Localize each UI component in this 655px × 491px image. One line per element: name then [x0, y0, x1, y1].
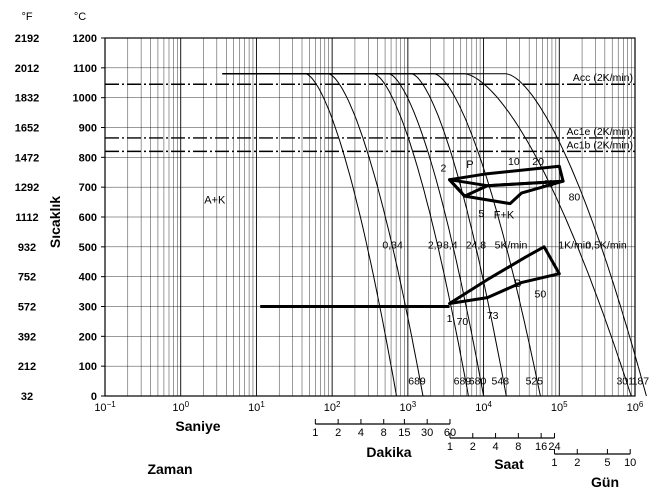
y-tick-fahrenheit: 1112 — [15, 212, 39, 224]
cooling-rate-label: 5K/min — [494, 239, 528, 252]
hardness-label: 680 — [468, 375, 487, 388]
y-tick-celsius: 1200 — [72, 33, 97, 45]
minutes-label: Dakika — [366, 444, 412, 460]
minutes-tick-label: 4 — [357, 427, 364, 439]
minutes-tick-label: 15 — [398, 427, 411, 439]
x-tick-exponent: 0 — [184, 400, 190, 409]
cooling-rate-label: 24,8 — [465, 239, 487, 252]
days-tick-label: 10 — [624, 457, 637, 469]
x-tick-exponent: 3 — [411, 400, 417, 409]
x-tick-exponent: 1 — [260, 400, 265, 409]
days-label: Gün — [591, 474, 619, 490]
y-tick-celsius: 900 — [78, 122, 97, 135]
minutes-tick-label: 60 — [443, 427, 457, 439]
hardness-label: 301 — [616, 375, 634, 388]
x-tick-exponent: 6 — [638, 400, 644, 409]
cooling-rate-label: 2,9 — [427, 239, 443, 252]
hours-tick-label: 8 — [515, 441, 522, 453]
reference-line-label: Ac1b (2K/min) — [566, 139, 633, 152]
x-tick-exponent: 2 — [336, 400, 341, 409]
cooling-rate-label: 8,4 — [442, 239, 458, 252]
cooling-rate-label: 1K/min — [558, 239, 591, 252]
reference-line-label: Acc (2K/min) — [572, 72, 633, 85]
x-tick-seconds: $10^3$ — [399, 400, 417, 414]
x-tick-exponent: 4 — [487, 400, 492, 409]
y-tick-fahrenheit: 1472 — [14, 152, 40, 165]
y-axis-title: Sıcaklık — [47, 195, 63, 249]
days-tick-label: 2 — [574, 457, 581, 469]
hours-tick-label: 24 — [548, 441, 561, 453]
cooling-curve — [222, 74, 646, 396]
transformation-percent-label: 20 — [532, 155, 544, 168]
hardness-label: 548 — [491, 375, 510, 388]
hours-tick-label: 4 — [492, 441, 499, 453]
y-tick-fahrenheit: 2012 — [14, 62, 40, 75]
cooling-curve — [222, 74, 468, 396]
y-tick-fahrenheit: 932 — [17, 241, 37, 254]
x-tick-seconds: $10^1$ — [248, 400, 265, 414]
seconds-label: Saniye — [175, 418, 221, 434]
cooling-rate-label: 0,5K/min — [585, 239, 627, 252]
x-axis-title: Zaman — [147, 461, 193, 477]
transformation-percent-label: 5 — [478, 208, 485, 220]
hardness-label: 525 — [525, 375, 544, 388]
y-tick-celsius: 1000 — [72, 92, 97, 105]
x-tick-seconds: $10^6$ — [626, 400, 644, 414]
days-tick-label: 1 — [551, 457, 558, 469]
cooling-curve — [222, 74, 483, 396]
y-tick-celsius: 600 — [78, 212, 97, 224]
reference-line-label: Ac1e (2K/min) — [566, 125, 633, 138]
hours-tick-label: 2 — [469, 441, 476, 453]
hours-tick-label: 16 — [535, 441, 548, 453]
transformation-percent-label: 1 — [446, 313, 453, 326]
hardness-label: 187 — [631, 375, 650, 388]
cooling-rate-label: 0,34 — [382, 239, 403, 252]
minutes-tick-label: 8 — [380, 427, 387, 439]
y-tick-fahrenheit: 752 — [17, 271, 37, 284]
transformation-percent-label: 40 — [542, 178, 554, 191]
x-tick-exponent: −1 — [106, 400, 116, 409]
phase-region-label: F+K — [493, 209, 515, 222]
cooling-curve — [222, 74, 631, 396]
y-tick-fahrenheit: 32 — [20, 391, 34, 403]
y-tick-celsius: 0 — [90, 391, 97, 403]
transformation-percent-label: 50 — [534, 288, 547, 301]
hardness-label: 689 — [453, 375, 472, 388]
cooling-curve — [222, 74, 423, 396]
y-tick-fahrenheit: 1292 — [14, 182, 40, 195]
y-unit-celsius: °C — [73, 11, 87, 23]
y-tick-fahrenheit: 1652 — [14, 122, 40, 135]
x-tick-seconds: $10^5$ — [550, 400, 568, 414]
y-tick-fahrenheit: 2192 — [14, 33, 40, 45]
minutes-tick-label: 2 — [335, 427, 342, 439]
y-tick-celsius: 800 — [78, 152, 97, 165]
y-tick-fahrenheit: 212 — [17, 361, 37, 374]
transformation-percent-label: 2 — [440, 162, 447, 175]
x-tick-seconds: $10^4$ — [475, 400, 492, 414]
minutes-tick-label: 30 — [421, 427, 434, 439]
x-tick-seconds: $10^{-1}$ — [94, 400, 116, 414]
transformation-percent-label: 10 — [508, 155, 520, 168]
days-tick-label: 5 — [604, 457, 611, 469]
y-tick-celsius: 500 — [78, 241, 97, 254]
hours-label: Saat — [494, 456, 524, 472]
y-tick-celsius: 400 — [78, 271, 97, 284]
y-unit-fahrenheit: °F — [21, 11, 33, 23]
cooling-curve — [222, 74, 540, 396]
phase-region-label: A+K — [204, 194, 226, 207]
x-tick-exponent: 5 — [563, 400, 568, 409]
y-tick-celsius: 1100 — [73, 62, 97, 75]
y-tick-fahrenheit: 392 — [17, 331, 37, 344]
y-tick-celsius: 300 — [78, 301, 97, 314]
y-tick-celsius: 100 — [78, 361, 97, 374]
phase-region-label: P — [466, 158, 474, 171]
x-tick-seconds: $10^2$ — [323, 400, 341, 414]
minutes-tick-label: 1 — [312, 427, 319, 439]
phase-region-label: B — [513, 278, 522, 291]
hardness-label: 689 — [408, 375, 426, 388]
hours-tick-label: 1 — [446, 441, 454, 453]
cooling-curves — [222, 74, 649, 396]
y-tick-fahrenheit: 1832 — [14, 92, 40, 105]
y-tick-celsius: 200 — [78, 331, 97, 344]
reference-lines — [105, 72, 635, 151]
transformation-percent-label: 70 — [456, 315, 469, 328]
transformation-percent-label: 73 — [486, 310, 499, 323]
x-tick-seconds: $10^0$ — [172, 400, 190, 414]
y-tick-fahrenheit: 572 — [17, 301, 37, 314]
transformation-percent-label: 80 — [568, 191, 581, 204]
y-tick-celsius: 700 — [78, 182, 97, 195]
grid — [105, 38, 635, 396]
